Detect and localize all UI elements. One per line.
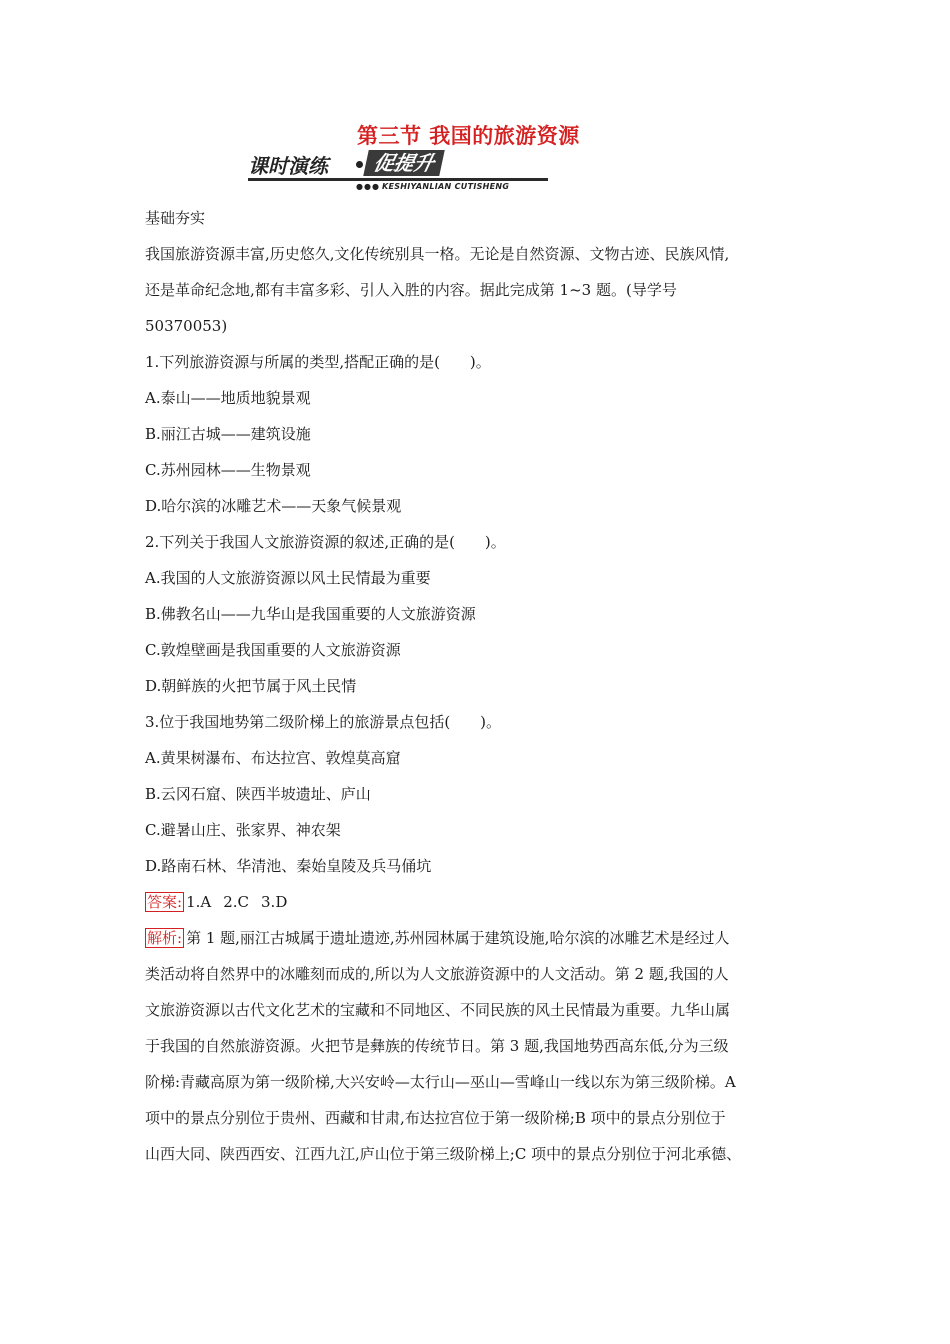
analysis-line: 类活动将自然界中的冰雕刻而成的,所以为人文旅游资源中的人文活动。第 2 题,我国的人 — [145, 965, 729, 983]
intro-line-3: 50370053) — [145, 317, 228, 335]
intro-line-1: 我国旅游资源丰富,历史悠久,文化传统别具一格。无论是自然资源、文物古迹、民族风情, — [145, 245, 730, 263]
question-option: D.哈尔滨的冰雕艺术——天象气候景观 — [145, 497, 402, 515]
question-option: D.朝鲜族的火把节属于风土民情 — [145, 677, 357, 695]
analysis-block — [145, 920, 810, 1172]
banner-highlight: 促提升 — [363, 150, 445, 176]
answer-item: 1.A — [186, 893, 212, 911]
analysis-line: 阶梯:青藏高原为第一级阶梯,大兴安岭—太行山—巫山—雪峰山一线以东为第三级阶梯。A — [145, 1073, 736, 1091]
question-option: B.云冈石窟、陕西半坡遗址、庐山 — [145, 785, 371, 803]
question-option: A.黄果树瀑布、布达拉宫、敦煌莫高窟 — [145, 749, 401, 767]
banner-rule — [248, 178, 548, 181]
question-option: C.敦煌壁画是我国重要的人文旅游资源 — [145, 641, 401, 659]
question-option: D.路南石林、华清池、秦始皇陵及兵马俑坑 — [145, 857, 432, 875]
answer-item: 3.D — [261, 893, 288, 911]
banner-subtitle-text: KESHIYANLIAN CUTISHENG — [381, 182, 510, 191]
question-3 — [145, 704, 810, 884]
question-2 — [145, 524, 810, 704]
banner-dots-icon: ●●● — [356, 182, 380, 191]
document-body — [145, 200, 810, 1172]
analysis-line: 山西大同、陕西西安、江西九江,庐山位于第三级阶梯上;C 项中的景点分别位于河北承德、 — [145, 1145, 742, 1163]
analysis-text: 第 1 题,丽江古城属于遗址遗迹,苏州园林属于建筑设施,哈尔滨的冰雕艺术是经过人 — [186, 929, 730, 947]
question-option: A.泰山——地质地貌景观 — [145, 389, 311, 407]
question-1 — [145, 344, 810, 524]
answer-line — [145, 884, 810, 920]
question-stem: 2.下列关于我国人文旅游资源的叙述,正确的是( )。 — [145, 533, 506, 551]
question-option: C.苏州园林——生物景观 — [145, 461, 311, 479]
intro-line-2: 还是革命纪念地,都有丰富多彩、引人入胜的内容。据此完成第 1~3 题。(导学号 — [145, 281, 677, 299]
analysis-line: 于我国的自然旅游资源。火把节是彝族的传统节日。第 3 题,我国地势西高东低,分为三级 — [145, 1037, 729, 1055]
analysis-line: 文旅游资源以古代文化艺术的宝藏和不同地区、不同民族的风土民情最为重要。九华山属 — [145, 1001, 731, 1019]
section-label: 基础夯实 — [145, 209, 206, 227]
analysis-line-1 — [145, 920, 810, 956]
question-stem: 1.下列旅游资源与所属的类型,搭配正确的是( )。 — [145, 353, 491, 371]
analysis-line: 项中的景点分别位于贵州、西藏和甘肃,布达拉宫位于第一级阶梯;B 项中的景点分别位于 — [145, 1109, 726, 1127]
question-option: B.丽江古城——建筑设施 — [145, 425, 311, 443]
question-option: A.我国的人文旅游资源以风土民情最为重要 — [145, 569, 431, 587]
section-banner — [248, 150, 548, 192]
banner-dot-icon — [356, 161, 363, 168]
question-option: C.避暑山庄、张家界、神农架 — [145, 821, 341, 839]
analysis-label: 解析: — [147, 929, 183, 947]
banner-main-text: 课时演练 — [248, 154, 328, 178]
answer-label: 答案: — [147, 893, 183, 911]
banner-subtitle — [356, 182, 509, 191]
question-option: B.佛教名山——九华山是我国重要的人文旅游资源 — [145, 605, 476, 623]
answer-item: 2.C — [223, 893, 250, 911]
question-stem: 3.位于我国地势第二级阶梯上的旅游景点包括( )。 — [145, 713, 502, 731]
page-title: 第三节 我国的旅游资源 — [357, 124, 580, 148]
